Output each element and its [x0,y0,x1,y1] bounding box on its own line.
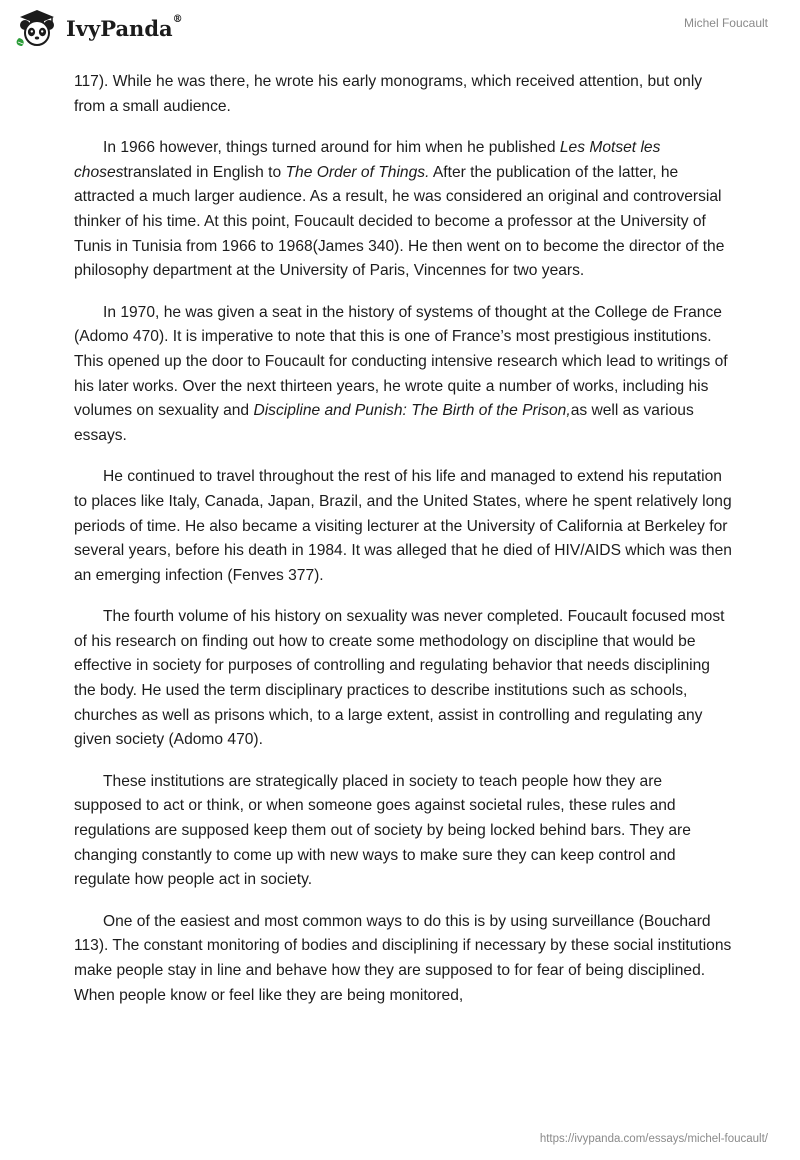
essay-body [74,70,734,1025]
essay-paragraph [74,136,734,284]
paragraph-text: In 1966 however, things turned around for him when he published [103,139,560,157]
italic-title: Les Motset les choses [74,139,661,181]
essay-paragraph [74,465,734,588]
paragraph-text: In 1970, he was given a seat in the history of systems of thought at the College de France (Adomo 470). It is imperative to note that this is one of France’s most prestigious institutions. This opened up the door to Foucault for conducting intensive research which lead to writings of his later works. Over the next thirteen years, he wrote quite a number of works, including his volumes on sexuality and [74,303,728,420]
italic-title: The Order of Things. [285,163,430,181]
document-title: Michel Foucault [683,16,768,30]
ivypanda-logo[interactable] [14,8,183,48]
essay-paragraph [74,605,734,753]
paragraph-text: The fourth volume of his history on sexuality was never completed. Foucault focused most of his research on finding out how to create some methodology on discipline that would be effective in society for purposes of controlling and regulating behavior that needs disciplining the body. He used the term disciplinary practices to describe institutions such as schools, churches as well as prisons which, to a large extent, assist in controlling and regulating any given society (Adomo 470). [74,608,725,749]
paragraph-text: He continued to travel throughout the rest of his life and managed to extend his reputation to places like Italy, Canada, Japan, Brazil, and the United States, where he spent relatively long periods of time. He also became a visiting lecturer at the University of California at Berkeley for several years, before his death in 1984. It was alleged that he died of HIV/AIDS which was then an emerging infection (Fenves 377). [74,468,732,584]
paragraph-text: translated in English to [123,163,286,181]
essay-paragraph [74,301,734,449]
essay-paragraph [74,910,734,1008]
paragraph-text: 117). While he was there, he wrote his early monograms, which received attention, but only from a small audience. [74,73,703,115]
essay-paragraph [74,770,734,893]
paragraph-text: as well as various essays. [74,402,694,444]
italic-title: Discipline and Punish: The Birth of the Prison, [253,402,571,420]
page-header [0,0,800,70]
panda-graduate-icon [14,8,60,48]
paragraph-text: These institutions are strategically placed in society to teach people how they are supposed to act or think, or when someone goes against societal rules, these rules and regulations are supposed keep them out of society by being locked behind bars. They are changing constantly to come up with new ways to make sure they can keep control and regulate how people act in society. [74,772,691,889]
brand-name: IvyPanda® [66,13,183,41]
source-url[interactable]: https://ivypanda.com/essays/michel-foucault/ [539,1133,768,1145]
paragraph-text: After the publication of the latter, he attracted a much larger audience. As a result, he was considered an original and controversial thinker of his time. At this point, Foucault decided to become a professor at the University of Tunis in Tunisia from 1966 to 1968(James 340). He then went on to become the director of the philosophy department at the University of Paris, Vincennes for two years. [74,163,725,280]
registered-mark: ® [172,13,183,25]
paragraph-text: One of the easiest and most common ways to do this is by using surveillance (Bouchard 113). The constant monitoring of bodies and disciplining if necessary by these social institutions make people stay in line and behave how they are supposed to for fear of being disciplined. When people know or feel like they are being monitored, [74,912,732,1004]
essay-paragraph [74,70,734,119]
